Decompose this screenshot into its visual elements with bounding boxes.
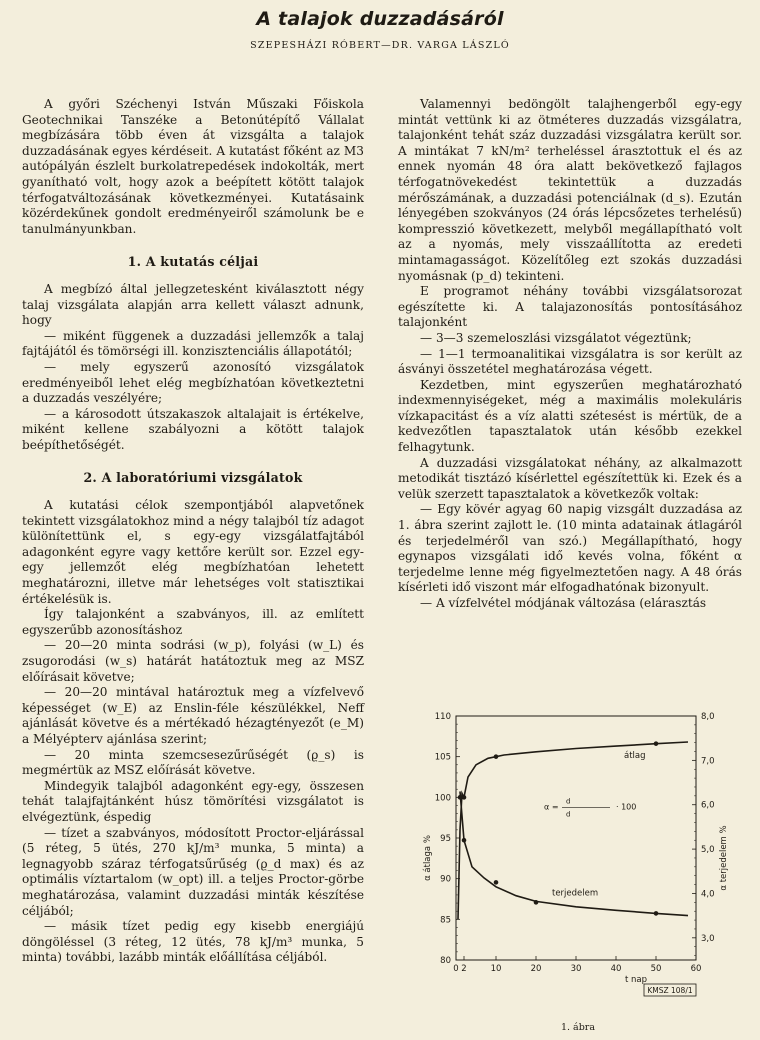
y-left-tick-label: 100	[434, 793, 451, 804]
data-point	[494, 880, 499, 885]
formula-alpha: α =	[544, 802, 559, 812]
paragraph: — 20—20 minta sodrási (w_p), folyási (w_L) és zsugorodási (w_s) határát hatátoztuk meg az MSZ előírásait követve;	[22, 638, 364, 684]
y-right-tick-label: 7,0	[701, 756, 715, 767]
right-column	[398, 97, 742, 612]
x-tick-label: 10	[490, 964, 502, 974]
paragraph: — miként függenek a duzzadási jellemzők a talaj fajtájától és tömörségi ill. konzisztenciális állapotától;	[22, 328, 364, 359]
y-right-tick-label: 8,0	[701, 712, 715, 722]
paragraph: — másik tízet pedig egy kisebb energiájú döngöléssel (3 réteg, 12 ütés, 78 kJ/m³ munka, 5 minta) további, lazább minták előállítása céljából.	[22, 919, 364, 965]
data-point	[462, 838, 467, 843]
paragraph: A kutatási célok szempontjából alapvetőnek tekintett vizsgálatokhoz mind a négy talajból tíz adagot különítettünk el, s egy-egy vizsgálatfajtából adagonként egyre vagy kettőre került sor. Ezzel egy-egy jellemzőt elég megbízhatóan lehetett meghatározni, illetve már lehetséges volt statisztikai értékelésük is.	[22, 498, 364, 606]
paragraph: — A vízfelvétel módjának változása (elárasztás	[420, 596, 707, 610]
y-left-tick-label: 90	[440, 874, 451, 885]
x-tick-label: 60	[690, 964, 702, 974]
section-2-heading: 2. A laboratóriumi vizsgálatok	[83, 470, 303, 486]
figure-caption: 1. ábra	[560, 1022, 596, 1033]
y-right-tick-label: 5,0	[701, 845, 715, 856]
y-left-tick-label: 85	[440, 915, 451, 926]
y-left-tick-label: 95	[440, 834, 451, 844]
series-label-terjedelem: terjedelem	[552, 888, 599, 899]
paragraph: — mely egyszerű azonosító vizsgálatok eredményeiből lehet elég megbízhatóan következtetni a duzzadás veszélyére;	[22, 359, 364, 406]
formula-factor: · 100	[616, 802, 637, 812]
data-point	[494, 754, 499, 759]
swelling-chart	[412, 704, 744, 1016]
paragraph: — Egy kövér agyag 60 napig vizsgált duzzadása az 1. ábra szerint zajlott le. (10 minta adatainak átlagáról és terjedelméről van szó.) Megállapítható, hogy egynapos vizsgálati idő kevés volna, főként α terjedelme lenne még figyelmeztetően nagy. A 48 órás kísérleti idő viszont már elfogadhatónak bizonyult.	[398, 502, 742, 595]
section-1-heading: 1. A kutatás céljai	[127, 254, 259, 270]
stamp-text: KMSZ 108/1	[647, 986, 693, 995]
series-label-atlag: átlag	[624, 751, 646, 762]
y-right-tick-label: 4,0	[701, 889, 715, 900]
formula-num: d	[566, 797, 571, 806]
y-right-tick-label: 6,0	[701, 800, 715, 811]
paragraph: — 3—3 szemeloszlási vizsgálatot végeztünk;	[420, 330, 692, 345]
y-right-tick-label: 3,0	[701, 933, 715, 944]
x-tick-label: 30	[570, 964, 582, 974]
x-tick-label: 50	[650, 964, 662, 974]
paragraph: E programot néhány további vizsgálatsorozat egészítette ki. A talajazonosítás pontosításához talajonként	[398, 284, 742, 330]
paragraph: — tízet a szabványos, módosított Proctor-eljárással (5 réteg, 5 ütés, 270 kJ/m³ munka, 5 minta) a legnagyobb száraz térfogatsűrűség (ϱ_d max) és az optimális víztartalom (w_opt) ill. a teljes Proctor-görbe meghatározása, valamint duzzadási minták készítése céljából;	[22, 825, 364, 918]
paragraph: — 1—1 termoanalitikai vizsgálatra is sor került az ásványi összetétel meghatározása végett.	[398, 346, 742, 377]
paragraph: — 20—20 mintával határoztuk meg a vízfelvevő képességet (w_E) az Enslin-féle készülékkel, Neff ajánlását követve és a mértékadó hézagtényezőt (e_M) a Mélyépterv ajánlása szerint;	[22, 685, 364, 746]
data-point	[654, 741, 659, 746]
article-authors: SZEPESHÁZI RÓBERT—DR. VARGA LÁSZLÓ	[250, 40, 510, 51]
x-tick-label: 20	[530, 964, 542, 974]
paragraph: — 20 minta szemcsesezűrűségét (ϱ_s) is megmértük az MSZ előírását követve.	[22, 747, 364, 778]
paragraph: Valamennyi bedöngölt talajhengerből egy-egy mintát vettünk ki az ötméteres duzzadás vizsgálatra, talajonként tehát száz duzzadási vizsgálatra került sor. A mintákat 7 kN/m² terheléssel árasztottuk el és az ennek nyomán 48 óra alatt bekövetkező fajlagos térfogatnövekedést tekintettük a duzzadás mérőszámának, a duzzadási potenciálnak (d_s). Ezután lényegében szokványos (24 órás lépcsőzetes terhelésű) kompresszió következett, melyből megállapítható volt az a nyomás, mely visszaállította az eredeti mintamagasságot. Közelítőleg ezt szokás duzzadási nyomásnak (p_d) tekinteni.	[398, 97, 742, 283]
y-left-tick-label: 110	[434, 712, 451, 722]
paragraph: A megbízó által jellegzetesként kiválasztott négy talaj vizsgálata alapján arra kellett választ adnunk, hogy	[22, 281, 364, 328]
x-tick-label: 40	[610, 964, 622, 974]
paragraph: Kezdetben, mint egyszerűen meghatározható indexmennyiségeket, még a maximális molekuláris vízkapacitást és a víz alatti szétesést is mértük, de a kedvezőtlen tapasztalatok után később ezekkel felhagytunk.	[398, 377, 742, 455]
formula-den: d	[566, 810, 571, 819]
y-left-tick-label: 105	[434, 752, 451, 763]
y-right-axis-label: α terjedelem %	[719, 825, 729, 891]
x-tick-label: 0	[453, 964, 459, 974]
data-point	[534, 900, 539, 905]
paragraph: Mindegyik talajból adagonként egy-egy, összesen tehát talajfajtánként húsz tömörítési vizsgálatot is elvégeztünk, éspedig	[22, 778, 364, 824]
left-column	[22, 97, 364, 966]
data-point	[462, 795, 467, 800]
data-point	[654, 911, 659, 916]
intro-paragraph: A győri Széchenyi István Műszaki Főiskola Geotechnikai Tanszéke a Betonútépítő Vállalat megbízására több éven át vizsgálta a talajok duzzadásának egyes kérdéseit. A kutatást főként az M3 autópályán észlelt burkolatrepedések indokolták, mert gyanítható volt, hogy azok a beépített kötött talajok térfogatváltozásának következményei. Kutatásaink közérdekűnek gondolt eredményeiről számolunk be e tanulmányunkban.	[22, 97, 364, 236]
figure-1	[412, 704, 744, 1040]
y-left-axis-label: α átlaga %	[423, 835, 433, 881]
y-left-tick-label: 80	[440, 956, 451, 966]
x-axis-label: t nap	[624, 975, 648, 985]
paragraph: Így talajonként a szabványos, ill. az említett egyszerűbb azonosításhoz	[22, 607, 364, 637]
article-title: A talajok duzzadásáról	[256, 8, 504, 30]
paragraph: A duzzadási vizsgálatokat néhány, az alkalmazott metodikát tisztázó kísérlettel egészítettük ki. Ezek és a velük szerzett tapasztalatok a következők voltak:	[398, 455, 742, 501]
plot-frame	[456, 716, 696, 960]
paragraph: — a károsodott útszakaszok altalajait is értékelve, miként kellene szabályozni a kötött talajok beépíthetőségét.	[22, 406, 364, 452]
x-tick-label: 2	[461, 964, 467, 974]
